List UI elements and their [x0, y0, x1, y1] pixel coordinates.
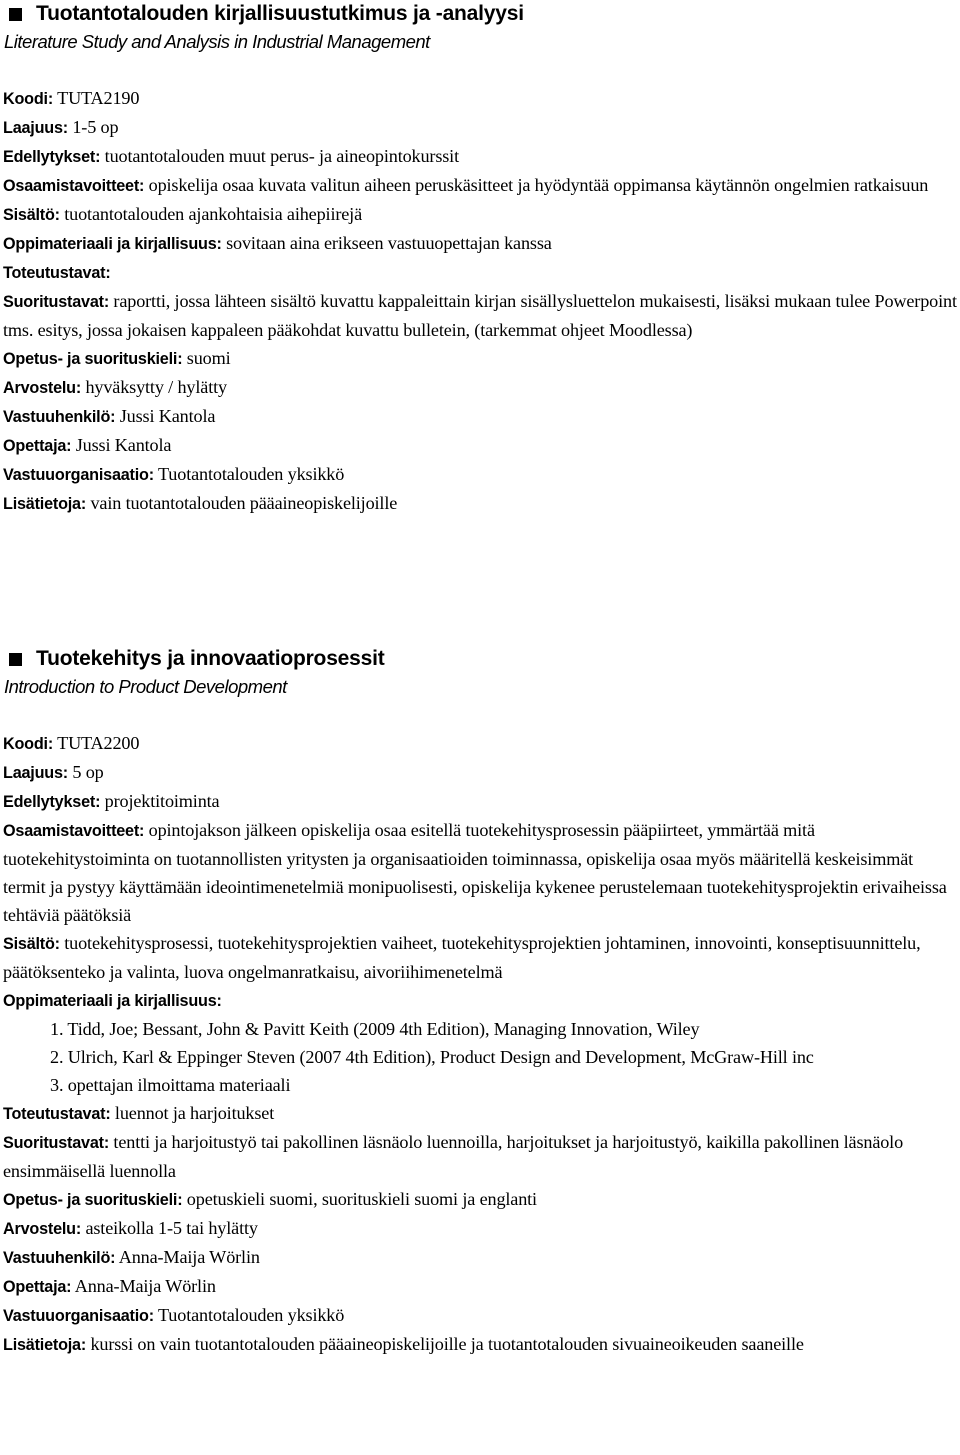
course-subtitle: Introduction to Product Development	[4, 676, 287, 697]
field-suoritustavat	[3, 1128, 958, 1185]
course-heading	[0, 645, 958, 673]
field-value: suomi	[182, 348, 231, 368]
course-details	[3, 84, 958, 518]
field-label: Vastuuhenkilö:	[3, 1249, 116, 1267]
field-vastuuhenkilo	[3, 402, 958, 431]
course-title: Tuotekehitys ja innovaatioprosessit	[36, 647, 385, 670]
field-label: Laajuus:	[3, 764, 68, 782]
field-kieli	[3, 1185, 958, 1214]
field-edellytykset	[3, 142, 958, 171]
field-label: Oppimateriaali ja kirjallisuus:	[3, 992, 222, 1010]
course-section	[0, 0, 958, 518]
field-value: sovitaan aina erikseen vastuuopettajan kanssa	[221, 233, 552, 253]
field-value: 5 op	[67, 762, 104, 782]
field-label: Laajuus:	[3, 119, 68, 137]
field-label: Opetus- ja suorituskieli:	[3, 350, 183, 368]
field-vastuuorganisaatio	[3, 460, 958, 489]
field-label: Toteutustavat:	[3, 264, 111, 282]
field-value: vain tuotantotalouden pääaineopiskelijoille	[86, 493, 398, 513]
field-value: luennot ja harjoitukset	[110, 1103, 275, 1123]
field-value: kurssi on vain tuotantotalouden pääaineopiskelijoille ja tuotantotalouden sivuaineoikeuden saaneille	[86, 1334, 804, 1354]
field-label: Vastuuhenkilö:	[3, 408, 116, 426]
field-value: Jussi Kantola	[115, 406, 216, 426]
field-koodi	[3, 84, 958, 113]
field-osaamistavoitteet	[3, 171, 958, 200]
literature-list	[3, 1015, 958, 1099]
field-value: opintojakson jälkeen opiskelija osaa esitellä tuotekehitysprosessin pääpiirteet, ymmärtää mitä tuotekehitystoiminta on tuotannollisten yritysten ja organisaatioiden toiminnassa, opiskelija osaa myös määritellä keskeisimmät termit ja pystyy käyttämään ideointimenetelmiä monipuolisesti, opiskelija kykenee perustelemaan tuotekehitysprojektin erivaiheissa tehtäviä päätöksiä	[3, 820, 947, 925]
field-label: Edellytykset:	[3, 148, 101, 166]
field-value: opiskelija osaa kuvata valitun aiheen peruskäsitteet ja hyödyntää oppimansa käytännön ongelmien ratkaisuun	[144, 175, 929, 195]
field-label: Sisältö:	[3, 206, 60, 224]
field-value: TUTA2190	[53, 88, 140, 108]
square-bullet-icon	[9, 8, 22, 21]
course-details	[3, 729, 958, 1359]
field-laajuus	[3, 113, 958, 142]
field-label: Lisätietoja:	[3, 1336, 87, 1354]
field-value: tuotekehitysprosessi, tuotekehitysprojektien vaiheet, tuotekehitysprojektien johtaminen, innovointi, konseptisuunnittelu, päätöksenteko ja valinta, luova ongelmanratkaisu, aivoriihimenetelmä	[3, 933, 921, 982]
field-value: asteikolla 1-5 tai hylätty	[81, 1218, 258, 1238]
field-label: Arvostelu:	[3, 379, 82, 397]
course-heading	[0, 0, 958, 28]
field-label: Lisätietoja:	[3, 495, 87, 513]
field-value: tuotantotalouden muut perus- ja aineopintokurssit	[100, 146, 459, 166]
field-value: 1-5 op	[67, 117, 119, 137]
field-value: Jussi Kantola	[71, 435, 172, 455]
field-value: opetuskieli suomi, suorituskieli suomi ja englanti	[182, 1189, 537, 1209]
field-label: Vastuuorganisaatio:	[3, 1307, 154, 1325]
literature-item: 3. opettajan ilmoittama materiaali	[50, 1075, 291, 1095]
field-value: Tuotantotalouden yksikkö	[153, 1305, 345, 1325]
field-suoritustavat	[3, 287, 958, 344]
field-label: Koodi:	[3, 90, 54, 108]
field-value: Tuotantotalouden yksikkö	[153, 464, 345, 484]
field-sisalto	[3, 200, 958, 229]
field-koodi	[3, 729, 958, 758]
square-bullet-icon	[9, 653, 22, 666]
course-subtitle: Literature Study and Analysis in Industrial Management	[4, 31, 430, 52]
field-label: Osaamistavoitteet:	[3, 177, 145, 195]
course-section	[0, 645, 958, 1359]
field-vastuuhenkilo	[3, 1243, 958, 1272]
field-value: TUTA2200	[53, 733, 140, 753]
field-label: Vastuuorganisaatio:	[3, 466, 154, 484]
field-laajuus	[3, 758, 958, 787]
field-value: raportti, jossa lähteen sisältö kuvattu kappaleittain kirjan sisällysluettelon mukaisesti, lisäksi mukaan tulee Powerpoint tms. esitys, jossa jokaisen kappaleen pääkohdat kuvattu bulletein, (tarkemmat ohjeet Moodlessa)	[3, 291, 957, 340]
field-label: Arvostelu:	[3, 1220, 82, 1238]
field-value: tuotantotalouden ajankohtaisia aihepiirejä	[59, 204, 362, 224]
field-label: Opettaja:	[3, 437, 72, 455]
field-edellytykset	[3, 787, 958, 816]
field-label: Edellytykset:	[3, 793, 101, 811]
field-value: projektitoiminta	[100, 791, 220, 811]
field-label: Opettaja:	[3, 1278, 72, 1296]
field-label: Opetus- ja suorituskieli:	[3, 1191, 183, 1209]
field-oppimateriaali	[3, 986, 958, 1015]
field-kieli	[3, 344, 958, 373]
field-label: Suoritustavat:	[3, 293, 110, 311]
field-label: Koodi:	[3, 735, 54, 753]
field-arvostelu	[3, 373, 958, 402]
field-label: Osaamistavoitteet:	[3, 822, 145, 840]
field-label: Sisältö:	[3, 935, 60, 953]
literature-item: 2. Ulrich, Karl & Eppinger Steven (2007 4th Edition), Product Design and Development, McGraw-Hill inc	[50, 1047, 814, 1067]
field-value: Anna-Maija Wörlin	[71, 1276, 216, 1296]
field-osaamistavoitteet	[3, 816, 958, 929]
field-label: Toteutustavat:	[3, 1105, 111, 1123]
field-toteutustavat	[3, 1099, 958, 1128]
field-lisatietoja	[3, 1330, 958, 1359]
literature-item: 1. Tidd, Joe; Bessant, John & Pavitt Keith (2009 4th Edition), Managing Innovation, Wiley	[50, 1019, 700, 1039]
field-lisatietoja	[3, 489, 958, 518]
field-label: Oppimateriaali ja kirjallisuus:	[3, 235, 222, 253]
field-value: hyväksytty / hylätty	[81, 377, 227, 397]
field-vastuuorganisaatio	[3, 1301, 958, 1330]
field-sisalto	[3, 929, 958, 986]
field-opettaja	[3, 1272, 958, 1301]
field-value: tentti ja harjoitustyö tai pakollinen läsnäolo luennoilla, harjoitukset ja harjoitustyö, kaikilla pakollinen läsnäolo ensimmäisellä luennolla	[3, 1132, 904, 1181]
field-oppimateriaali	[3, 229, 958, 258]
field-value: Anna-Maija Wörlin	[115, 1247, 260, 1267]
field-toteutustavat	[3, 258, 958, 287]
course-title: Tuotantotalouden kirjallisuustutkimus ja -analyysi	[36, 2, 524, 25]
field-arvostelu	[3, 1214, 958, 1243]
field-label: Suoritustavat:	[3, 1134, 110, 1152]
field-opettaja	[3, 431, 958, 460]
